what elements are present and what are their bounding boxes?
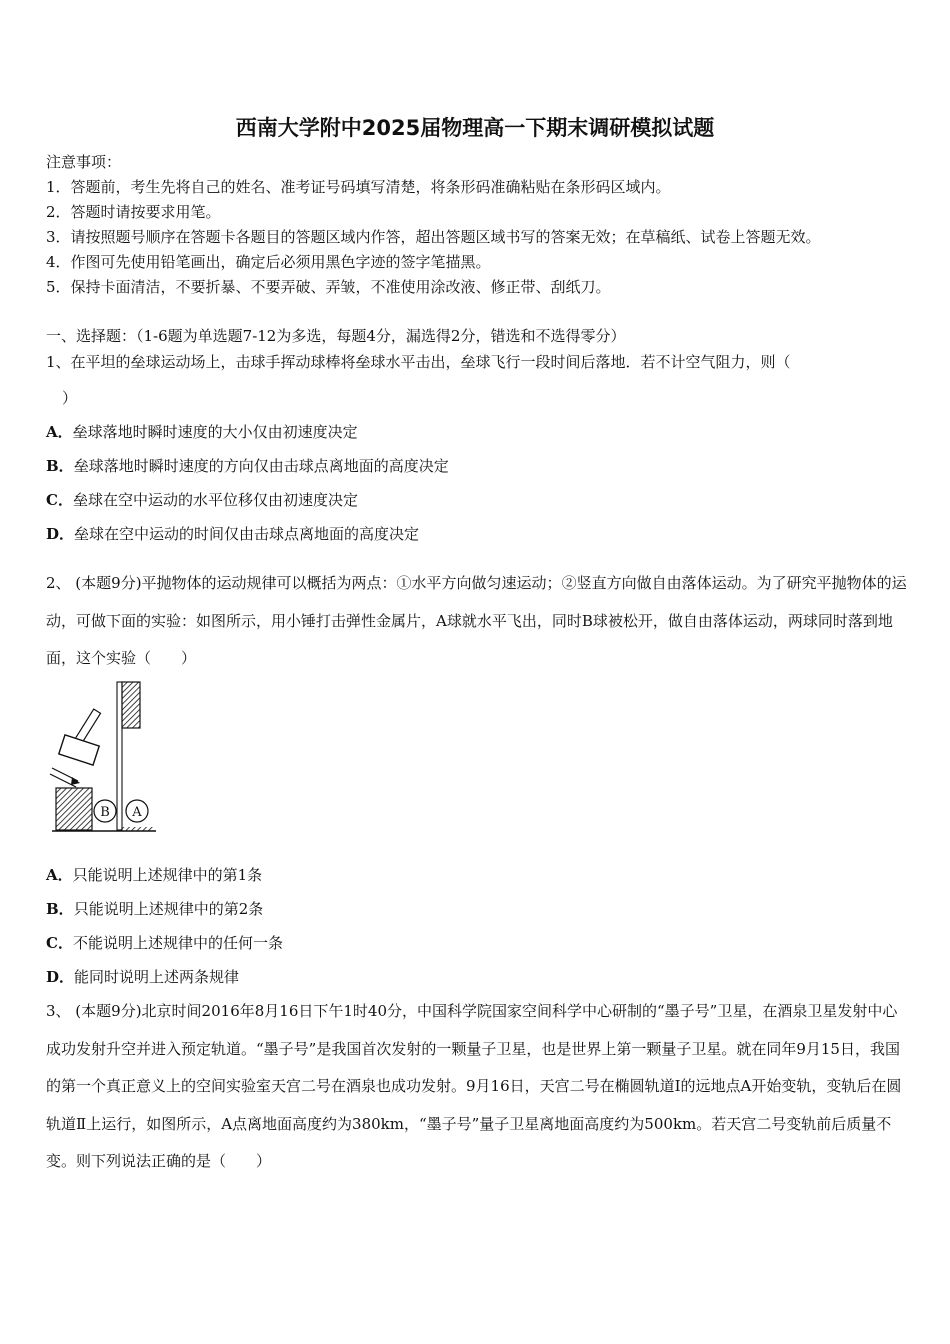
q1-stem-end: ） — [62, 389, 78, 407]
q2-option-a — [46, 865, 262, 885]
option-label: C． — [46, 934, 73, 952]
option-label: D． — [46, 968, 75, 986]
note-item-4: 4．作图可先使用铅笔画出，确定后必须用黑色字迹的签字笔描黑。 — [46, 253, 491, 271]
q1-option-b — [46, 456, 449, 476]
option-label: A． — [46, 866, 73, 884]
page-title: 西南大学附中2025届物理高一下期末调研模拟试题 — [235, 116, 715, 140]
option-text: 垒球落地时瞬时速度的大小仅由初速度决定 — [72, 423, 358, 441]
hatched-top-block — [122, 682, 140, 728]
option-text: 不能说明上述规律中的任何一条 — [72, 934, 283, 952]
hatched-block — [56, 788, 92, 830]
option-text: 只能说明上述规律中的第1条 — [72, 866, 263, 884]
option-text: 能同时说明上述两条规律 — [74, 968, 240, 986]
arrow-icon — [50, 768, 80, 787]
section-heading: 一、选择题：（1-6题为单选题7-12为多选，每题4分，漏选得2分，错选和不选得零分） — [46, 327, 626, 345]
note-item-2: 2．答题时请按要求用笔。 — [46, 203, 221, 221]
note-item-5: 5．保持卡面清洁，不要折暴、不要弄破、弄皱，不准使用涂改液、修正带、刮纸刀。 — [46, 278, 611, 296]
hammer-icon — [59, 709, 101, 765]
q2-stem: 2、 (本题9分)平抛物体的运动规律可以概括为两点：①水平方向做匀速运动；②竖直方向做自由落体运动。为了研究平抛物体的运动，可做下面的实验：如图所示，用小锤打击弹性金属片，A球就水平飞出，同时B球被松开，做自由落体运动，两球同时落到地面，这个实验（ ） — [46, 574, 907, 667]
experiment-figure — [44, 680, 164, 835]
option-label: B． — [46, 900, 74, 918]
ball-b-label: B — [100, 805, 110, 820]
q2-option-b — [46, 899, 263, 919]
option-text: 只能说明上述规律中的第2条 — [73, 900, 264, 918]
q2-option-c — [46, 933, 283, 953]
q1-option-d — [46, 524, 419, 544]
option-text: 垒球在空中运动的时间仅由击球点离地面的高度决定 — [74, 525, 420, 543]
option-label: D． — [46, 525, 75, 543]
q1-option-c — [46, 490, 358, 510]
note-item-3: 3．请按照题号顺序在答题卡各题目的答题区域内作答，超出答题区域书写的答案无效；在草稿纸、试卷上答题无效。 — [46, 228, 821, 246]
metal-strip — [117, 682, 122, 830]
option-text: 垒球在空中运动的水平位移仅由初速度决定 — [72, 491, 358, 509]
q1-option-a — [46, 422, 358, 442]
q2-option-d — [46, 967, 239, 987]
option-text: 垒球落地时瞬时速度的方向仅由击球点离地面的高度决定 — [73, 457, 449, 475]
option-label: C． — [46, 491, 73, 509]
option-label: B． — [46, 457, 74, 475]
q1-stem: 1、在平坦的垒球运动场上，击球手挥动球棒将垒球水平击出，垒球飞行一段时间后落地．若不计空气阻力，则（ — [46, 353, 791, 371]
q3-stem: 3、 (本题9分)北京时间2016年8月16日下午1时40分，中国科学院国家空间科学中心研制的“墨子号”卫星，在酒泉卫星发射中心成功发射升空并进入预定轨道。“墨子号”是我国首次发射的一颗量子卫星，也是世界上第一颗量子卫星。就在同年9月15日，我国的第一个真正意义上的空间实验室天宫二号在酒泉也成功发射。9月16日，天宫二号在椭圆轨道Ⅰ的远地点A开始变轨，变轨后在圆轨道Ⅱ上运行，如图所示，A点离地面高度约为380km，“墨子号”量子卫星离地面高度约为500km。若天宫二号变轨前后质量不变。则下列说法正确的是（ ） — [46, 1002, 902, 1170]
note-item-1: 1．答题前，考生先将自己的姓名、准考证号码填写清楚，将条形码准确粘贴在条形码区域内。 — [46, 178, 671, 196]
ball-a-label: A — [132, 805, 142, 820]
option-label: A． — [46, 423, 73, 441]
notes-heading: 注意事项： — [46, 153, 122, 171]
